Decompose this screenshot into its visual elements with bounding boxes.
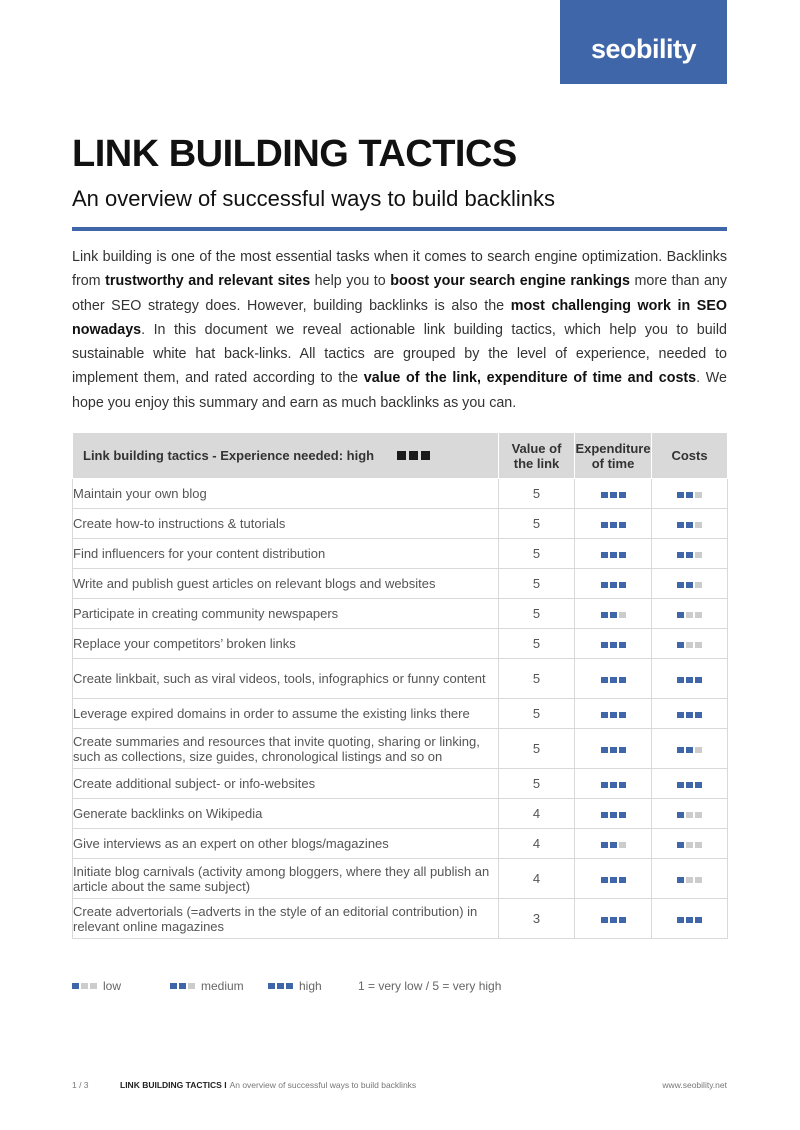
seobility-logo bbox=[560, 0, 727, 84]
expenditure-rating bbox=[575, 599, 652, 629]
intro-bold-4: value of the link, expenditure of time and costs bbox=[363, 370, 697, 387]
intro-text-2: help you to bbox=[310, 273, 391, 290]
tactic-name: Replace your competitors’ broken links bbox=[73, 629, 499, 659]
tactic-name: Find influencers for your content distribution bbox=[73, 539, 499, 569]
page-footer bbox=[72, 1080, 727, 1090]
expenditure-rating bbox=[575, 569, 652, 599]
expenditure-rating bbox=[575, 769, 652, 799]
costs-rating-squares bbox=[677, 747, 702, 753]
table-row bbox=[73, 699, 728, 729]
costs-rating bbox=[652, 729, 728, 769]
costs-rating-squares bbox=[677, 612, 702, 618]
link-value: 5 bbox=[499, 599, 575, 629]
tactic-name: Maintain your own blog bbox=[73, 479, 499, 509]
table-row bbox=[73, 799, 728, 829]
col-header-expenditure-line2: of time bbox=[591, 455, 635, 471]
expenditure-rating bbox=[575, 479, 652, 509]
tactic-name: Create summaries and resources that invite quoting, sharing or linking, such as collections, size guides, chronological listings and so on bbox=[73, 729, 499, 769]
tactics-table bbox=[72, 432, 728, 939]
expenditure-rating-squares bbox=[601, 842, 626, 848]
legend-low-label: low bbox=[103, 979, 122, 993]
col-header-expenditure bbox=[575, 433, 652, 479]
page-title: LINK BUILDING TACTICS bbox=[72, 133, 517, 175]
costs-rating bbox=[652, 539, 728, 569]
costs-rating bbox=[652, 829, 728, 859]
page-subtitle: An overview of successful ways to build backlinks bbox=[72, 186, 555, 211]
expenditure-rating bbox=[575, 659, 652, 699]
expenditure-rating bbox=[575, 509, 652, 539]
costs-rating bbox=[652, 479, 728, 509]
costs-rating-squares bbox=[677, 492, 702, 498]
link-value: 5 bbox=[499, 729, 575, 769]
logo-text: seobility bbox=[590, 33, 697, 64]
table-row bbox=[73, 859, 728, 899]
table-row bbox=[73, 769, 728, 799]
link-value: 4 bbox=[499, 829, 575, 859]
legend-high-label: high bbox=[299, 979, 322, 993]
costs-rating-squares bbox=[677, 917, 702, 923]
expenditure-rating-squares bbox=[601, 552, 626, 558]
tactic-name: Initiate blog carnivals (activity among bloggers, where they all publish an article about the same subject) bbox=[73, 859, 499, 899]
table-row bbox=[73, 729, 728, 769]
link-value: 5 bbox=[499, 699, 575, 729]
expenditure-rating bbox=[575, 729, 652, 769]
expenditure-rating bbox=[575, 799, 652, 829]
table-row bbox=[73, 899, 728, 939]
costs-rating-squares bbox=[677, 522, 702, 528]
legend-low bbox=[72, 979, 170, 993]
tactic-name: Write and publish guest articles on relevant blogs and websites bbox=[73, 569, 499, 599]
tactic-name: Create advertorials (=adverts in the style of an editorial contribution) in relevant online magazines bbox=[73, 899, 499, 939]
expenditure-rating-squares bbox=[601, 642, 626, 648]
page-number: 1 / 3 bbox=[72, 1080, 89, 1090]
expenditure-rating-squares bbox=[601, 492, 626, 498]
expenditure-rating-squares bbox=[601, 812, 626, 818]
expenditure-rating bbox=[575, 899, 652, 939]
expenditure-rating-squares bbox=[601, 917, 626, 923]
col-header-expenditure-line1: Expenditure bbox=[575, 440, 651, 456]
legend-medium-label: medium bbox=[201, 979, 244, 993]
col-header-value-line1: Value of bbox=[511, 440, 562, 456]
costs-rating bbox=[652, 799, 728, 829]
expenditure-rating-squares bbox=[601, 877, 626, 883]
expenditure-rating bbox=[575, 859, 652, 899]
experience-level-indicator bbox=[397, 451, 430, 460]
intro-text-3: more than any other SEO strategy does. However, building backlinks is also the bbox=[72, 273, 727, 314]
costs-rating bbox=[652, 699, 728, 729]
costs-rating-squares bbox=[677, 712, 702, 718]
table-row bbox=[73, 829, 728, 859]
costs-rating bbox=[652, 769, 728, 799]
costs-rating-squares bbox=[677, 782, 702, 788]
legend bbox=[72, 979, 501, 993]
link-value: 5 bbox=[499, 539, 575, 569]
expenditure-rating-squares bbox=[601, 582, 626, 588]
costs-rating bbox=[652, 509, 728, 539]
table-row bbox=[73, 509, 728, 539]
costs-rating bbox=[652, 629, 728, 659]
costs-rating-squares bbox=[677, 877, 702, 883]
expenditure-rating-squares bbox=[601, 747, 626, 753]
intro-bold-2: boost your search engine rankings bbox=[390, 273, 630, 290]
expenditure-rating bbox=[575, 539, 652, 569]
expenditure-rating-squares bbox=[601, 712, 626, 718]
tactic-name: Participate in creating community newspapers bbox=[73, 599, 499, 629]
col-header-costs: Costs bbox=[652, 433, 728, 479]
footer-url[interactable]: www.seobility.net bbox=[662, 1080, 727, 1090]
link-value: 5 bbox=[499, 659, 575, 699]
table-row bbox=[73, 479, 728, 509]
intro-text-1: Link building is one of the most essential tasks when it comes to search engine optimization. Backlinks from bbox=[72, 249, 727, 290]
link-value: 3 bbox=[499, 899, 575, 939]
costs-rating bbox=[652, 899, 728, 939]
table-row bbox=[73, 599, 728, 629]
legend-scale bbox=[358, 979, 501, 993]
tactic-name: Create additional subject- or info-websites bbox=[73, 769, 499, 799]
expenditure-rating-squares bbox=[601, 782, 626, 788]
expenditure-rating bbox=[575, 829, 652, 859]
legend-low-squares bbox=[72, 983, 97, 989]
link-value: 4 bbox=[499, 799, 575, 829]
link-value: 5 bbox=[499, 569, 575, 599]
costs-rating-squares bbox=[677, 812, 702, 818]
link-value: 5 bbox=[499, 509, 575, 539]
legend-scale-label: 1 = very low / 5 = very high bbox=[358, 979, 502, 993]
costs-rating-squares bbox=[677, 642, 702, 648]
intro-bold-3: most challenging work in SEO nowadays bbox=[72, 297, 727, 338]
costs-rating bbox=[652, 569, 728, 599]
expenditure-rating bbox=[575, 629, 652, 659]
costs-rating-squares bbox=[677, 677, 702, 683]
table-header-label-cell bbox=[73, 433, 499, 479]
expenditure-rating-squares bbox=[601, 677, 626, 683]
costs-rating-squares bbox=[677, 582, 702, 588]
tactic-name: Generate backlinks on Wikipedia bbox=[73, 799, 499, 829]
table-header-label: Link building tactics - Experience needed: high bbox=[83, 448, 375, 463]
intro-bold-1: trustworthy and relevant sites bbox=[105, 273, 311, 290]
intro-text-4: . In this document we reveal actionable link building tactics, which help you to build sustainable white hat back-links. All tactics are grouped by the level of experience, needed to implement them, and rated according to the bbox=[72, 321, 727, 387]
table-row bbox=[73, 629, 728, 659]
tactic-name: Leverage expired domains in order to assume the existing links there bbox=[73, 699, 499, 729]
costs-rating-squares bbox=[677, 842, 702, 848]
costs-rating bbox=[652, 599, 728, 629]
footer-title: LINK BUILDING TACTICS I bbox=[120, 1080, 227, 1090]
legend-medium bbox=[170, 979, 268, 993]
link-value: 5 bbox=[499, 629, 575, 659]
link-value: 5 bbox=[499, 769, 575, 799]
expenditure-rating-squares bbox=[601, 612, 626, 618]
tactic-name: Give interviews as an expert on other blogs/magazines bbox=[73, 829, 499, 859]
link-value: 5 bbox=[499, 479, 575, 509]
intro-text-5: . We hope you enjoy this summary and earn as much backlinks as you can. bbox=[72, 370, 727, 411]
intro-paragraph bbox=[72, 245, 727, 415]
table-row bbox=[73, 659, 728, 699]
link-value: 4 bbox=[499, 859, 575, 899]
legend-high-squares bbox=[268, 983, 293, 989]
footer-subtitle: An overview of successful ways to build backlinks bbox=[229, 1080, 417, 1090]
costs-rating-squares bbox=[677, 552, 702, 558]
table-row bbox=[73, 539, 728, 569]
tactic-name: Create how-to instructions & tutorials bbox=[73, 509, 499, 539]
table-row bbox=[73, 569, 728, 599]
costs-rating bbox=[652, 659, 728, 699]
legend-high bbox=[268, 979, 358, 993]
tactic-name: Create linkbait, such as viral videos, tools, infographics or funny content bbox=[73, 659, 499, 699]
expenditure-rating-squares bbox=[601, 522, 626, 528]
legend-medium-squares bbox=[170, 983, 195, 989]
col-header-value bbox=[499, 433, 575, 479]
title-divider bbox=[72, 227, 727, 231]
costs-rating bbox=[652, 859, 728, 899]
table-header-row bbox=[73, 433, 728, 479]
expenditure-rating bbox=[575, 699, 652, 729]
col-header-value-line2: the link bbox=[513, 455, 560, 471]
